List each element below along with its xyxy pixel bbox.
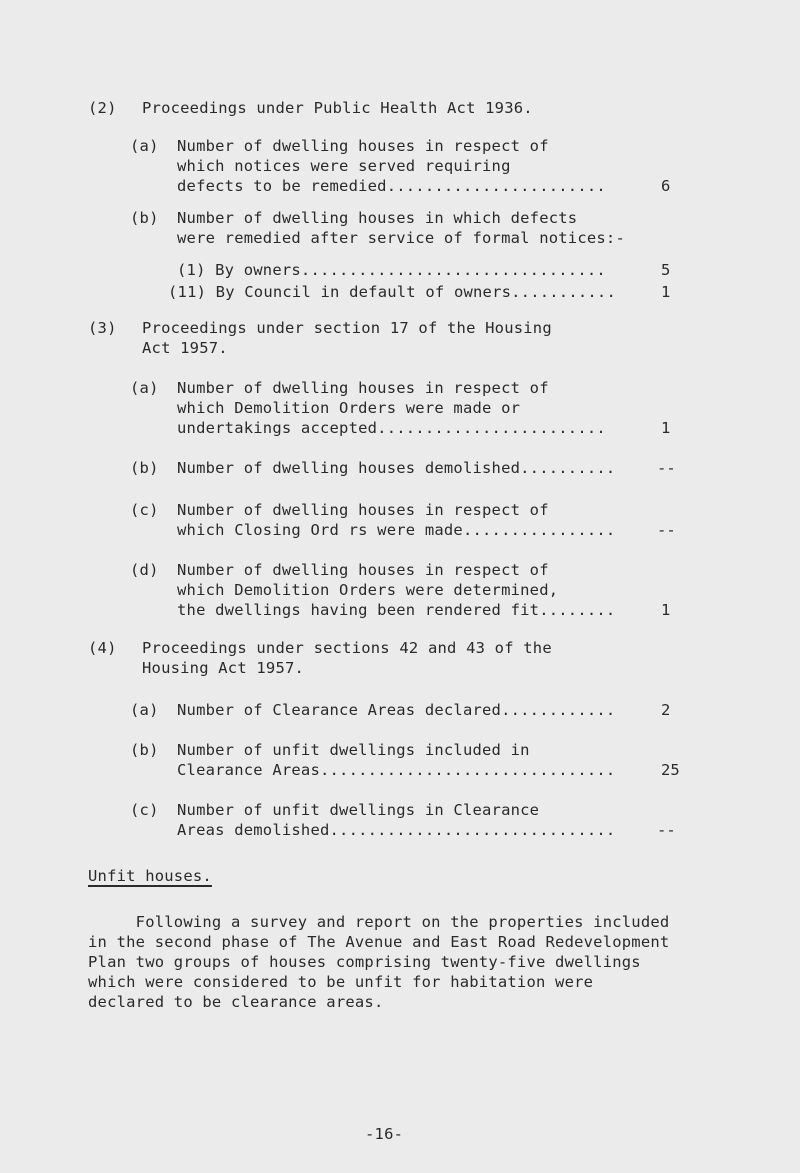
item-4b-marker: (b) — [130, 741, 159, 759]
item-2b-ii: (11) By Council in default of owners........... — [168, 283, 616, 301]
item-4a-marker: (a) — [130, 701, 159, 719]
paragraph-line-4: which were considered to be unfit for habitation were — [88, 973, 594, 991]
item-2b-line-2: were remedied after service of formal notices:- — [177, 229, 625, 247]
item-2a-marker: (a) — [130, 137, 159, 155]
item-4c-value: -- — [657, 821, 676, 839]
section-2-title: Proceedings under Public Health Act 1936. — [142, 99, 533, 117]
item-2b-i: (1) By owners................................ — [177, 261, 606, 279]
item-3d-marker: (d) — [130, 561, 159, 579]
paragraph-line-5: declared to be clearance areas. — [88, 993, 384, 1011]
item-3b-marker: (b) — [130, 459, 159, 477]
page-number: -16- — [365, 1125, 404, 1143]
item-2a-line-1: Number of dwelling houses in respect of — [177, 137, 549, 155]
paragraph-line-1: Following a survey and report on the properties included — [88, 913, 670, 931]
item-3c-line-2: which Closing Ord rs were made................ — [177, 521, 616, 539]
item-3a-line-2: which Demolition Orders were made or — [177, 399, 521, 417]
item-3c-value: -- — [657, 521, 676, 539]
item-4c-marker: (c) — [130, 801, 159, 819]
item-3d-line-2: which Demolition Orders were determined, — [177, 581, 559, 599]
item-3a-value: 1 — [661, 419, 671, 437]
paragraph-line-3: Plan two groups of houses comprising twenty-five dwellings — [88, 953, 641, 971]
item-2a-value: 6 — [661, 177, 671, 195]
item-3d-value: 1 — [661, 601, 671, 619]
item-4b-value: 25 — [661, 761, 680, 779]
item-2b-marker: (b) — [130, 209, 159, 227]
item-3a-line-3: undertakings accepted........................ — [177, 419, 606, 437]
item-2a-line-2: which notices were served requiring — [177, 157, 511, 175]
item-3d-line-1: Number of dwelling houses in respect of — [177, 561, 549, 579]
paragraph-line-2: in the second phase of The Avenue and East Road Redevelopment — [88, 933, 670, 951]
item-3a-marker: (a) — [130, 379, 159, 397]
item-4b-line-1: Number of unfit dwellings included in — [177, 741, 530, 759]
item-2a-line-3: defects to be remedied....................... — [177, 177, 606, 195]
item-3c-marker: (c) — [130, 501, 159, 519]
item-4c-line-2: Areas demolished.............................. — [177, 821, 616, 839]
item-2b-ii-value: 1 — [661, 283, 671, 301]
item-4b-line-2: Clearance Areas............................... — [177, 761, 616, 779]
item-4a-text: Number of Clearance Areas declared............ — [177, 701, 616, 719]
item-3a-line-1: Number of dwelling houses in respect of — [177, 379, 549, 397]
item-2b-i-value: 5 — [661, 261, 671, 279]
section-3-title-1: Proceedings under section 17 of the Housing — [142, 319, 552, 337]
unfit-houses-heading: Unfit houses. — [88, 867, 212, 885]
section-4-marker: (4) — [88, 639, 117, 657]
section-3-title-2: Act 1957. — [142, 339, 228, 357]
section-3-marker: (3) — [88, 319, 117, 337]
item-3b-value: -- — [657, 459, 676, 477]
item-4c-line-1: Number of unfit dwellings in Clearance — [177, 801, 540, 819]
section-4-title-1: Proceedings under sections 42 and 43 of the — [142, 639, 552, 657]
item-2b-line-1: Number of dwelling houses in which defects — [177, 209, 578, 227]
item-3b-text: Number of dwelling houses demolished.......... — [177, 459, 616, 477]
item-3c-line-1: Number of dwelling houses in respect of — [177, 501, 549, 519]
item-3d-line-3: the dwellings having been rendered fit........ — [177, 601, 616, 619]
section-4-title-2: Housing Act 1957. — [142, 659, 305, 677]
section-2-marker: (2) — [88, 99, 117, 117]
item-4a-value: 2 — [661, 701, 671, 719]
